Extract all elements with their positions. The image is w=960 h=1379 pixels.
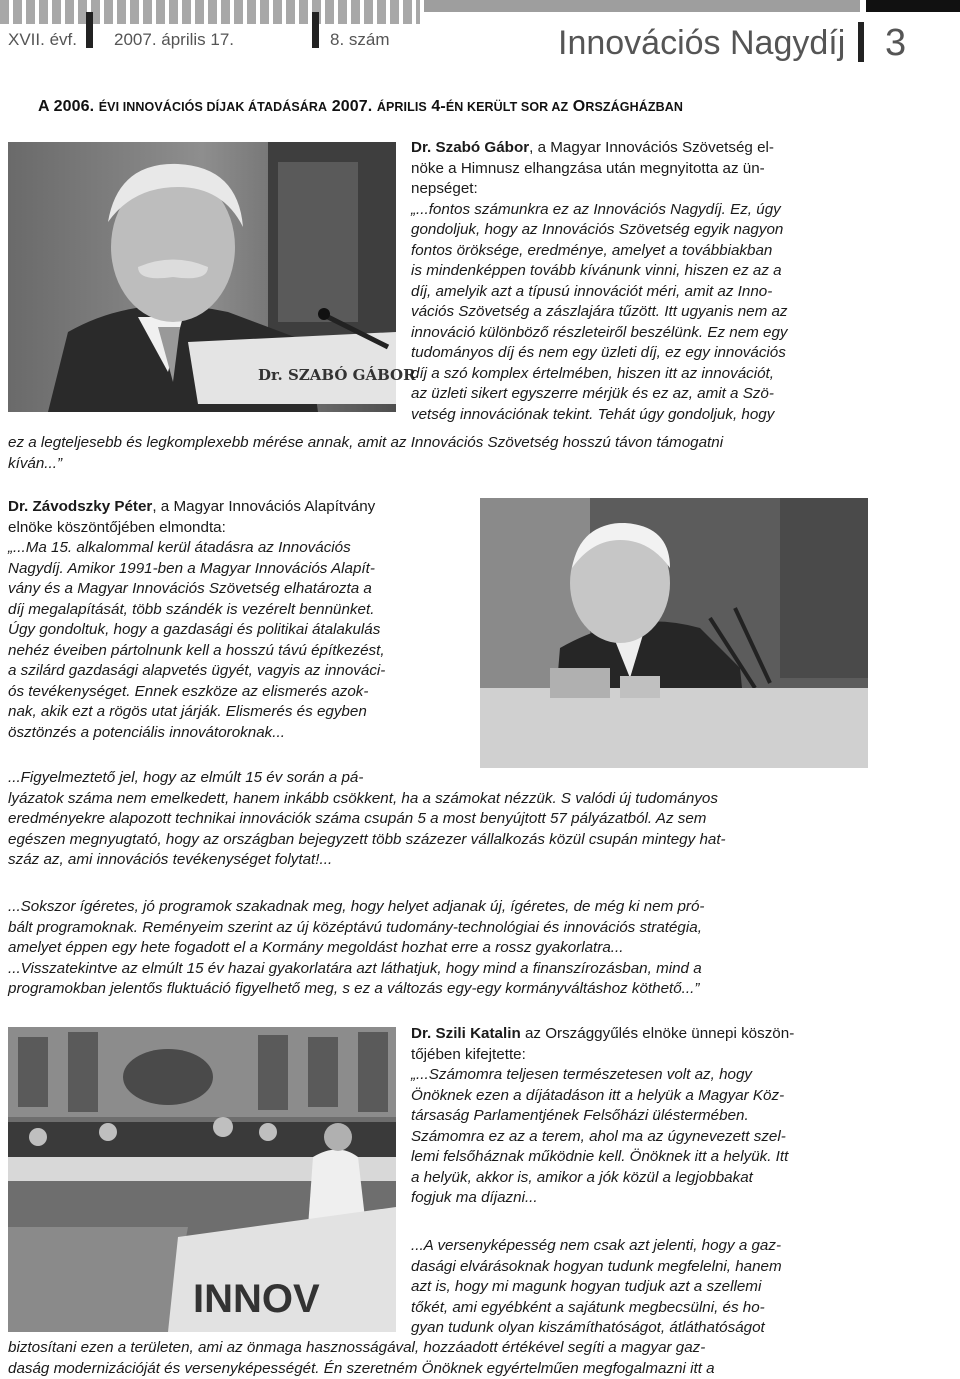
- header-divider: [858, 22, 864, 62]
- header-decoration-right: [424, 0, 860, 12]
- szabo-speech-column: Dr. Szabó Gábor, a Magyar Innovációs Szövetség el- nöke a Himnusz elhangzása után megnyitotta az ün- nepséget: „...fontos számunkra ez az Innovációs Nagydíj. Ez, úgy gondoljuk, hogy az Innovációs Szövetség egyik nagyon fontos öröksége, eredménye, amelyet a továbbiakban is mindenképpen tovább kívánunk vinni, hiszen ez az a díj, amelyik azt a típusú innovációt méri, amit az Inno- vációs Szövetség a zászlajára tűzött. Itt ugyanis nem az innováció különböző részleteiről beszélünk. Ez nem egy tudományos díj és nem egy üzleti díj, ez egy innovációs díj a szó komplex értelmében, hiszen itt az innovációt, az üzleti sikert egyszerre mérjük és ez az, amit a Szö- vetség innovációnak tekint. Tehát úgy gondoljuk, hogy: [411, 139, 788, 423]
- szabo-speech-continued: ez a legteljesebb és legkomplexebb mérése annak, amit az Innovációs Szövetség hosszú távon támogatni kíván...”: [8, 434, 724, 472]
- zavodszky-speech-column: Dr. Závodszky Péter, a Magyar Innovációs Alapítvány elnöke köszöntőjében elmondta: „...Ma 15. alkalommal kerül átadásra az Innovációs Nagydíj. Amikor 1991-ben a Magyar Innovációs Alapít- vány és a Magyar Innovációs Szövetség elhatározta a díj megalapítását, több szándék is vezérelt bennünket. Úgy gondoltuk, hogy a gazdasági és politikai átalakulás nehéz éveiben pártolnunk kell a hosszú távú építkezést, a szilárd gazdasági alapvetés ügyét, vagyis az innováci- ós tevékenységet. Ennek eszköze az elismerés azok- nak, akik ezt a rögös utat járják. Elismerés és egyben ösztönzés a potenciális innovátoroknak...: [8, 498, 386, 741]
- szili-speech-continued: biztosítani ezen a területen, ami az önmaga hasznosságával, hozzáadott értékével segíti a magyar gaz- daság modernizációját és versenyképességét. Én szeretném Önöknek egyértelműen megfogalmazni itt a: [8, 1339, 715, 1377]
- speaker-name: Dr. Szabó Gábor: [411, 139, 530, 156]
- header-divider: [312, 12, 319, 48]
- speaker-name: Dr. Závodszky Péter: [8, 498, 153, 515]
- zavodszky-speech-continued: ...Figyelmeztető jel, hogy az elmúlt 15 év során a pá- lyázatok száma nem emelkedett, hanem inkább csökkent, ha a számokat nézzük. S valódi új tudományos eredményekre alapozott technikai innovációk száma csupán 5 a most benyújtott 57 pályázatból. Az sem egészen megnyugtató, hogy az országban bejegyzett több százezer vállalkozás közül csupán mintegy hat- száz az, ami innovációs tevékenységet folytat!...: [8, 769, 726, 868]
- szili-speech-column: Dr. Szili Katalin az Országgyűlés elnöke ünnepi köszön- tőjében kifejtette: „...Számomra teljesen természetesen volt az, hogy Önöknek ezen a díjátadáson itt a helyük a Magyar Köz- társaság Parlamentjének Felsőházi üléstermében. Számomra ez az a terem, ahol ma az úgynevezett szel- lemi felsőháznak működnie kell. Önöknek itt a helyük. Itt a helyük, akkor is, amikor a jók közül a legjobbakat fogjuk ma díjazni...: [411, 1025, 795, 1206]
- issue-number: 8. szám: [330, 30, 390, 49]
- issue-date: 2007. április 17.: [114, 30, 235, 49]
- header-decoration-left: [0, 0, 420, 24]
- zavodszky-speech-end: ...Sokszor ígéretes, jó programok szakadnak meg, hogy helyet adjanak új, ígéretes, de még ki nem pró- bált programoknak. Reményeim szerint az új középtávú tudomány-technológiai és innovációs stratégia, amelyet éppen egy hete fogadott el a Kormány megoldást hozhat erre a rossz gyakorlatra... ...Visszatekintve az elmúlt 15 év hazai gyakorlatára azt láthatjuk, hogy mind a finanszírozásban, mind a programokban jelentős fluktuáció figyelhető meg, s ez a változás egy-egy kormányváltáshoz köthető...”: [8, 898, 705, 997]
- header-decoration-black: [866, 0, 960, 12]
- nameplate-text: Dr. SZABÓ GÁBOR: [258, 366, 416, 384]
- speaker-name: Dr. Szili Katalin: [411, 1025, 521, 1042]
- article-headline: A 2006. ÉVI INNOVÁCIÓS DÍJAK ÁTADÁSÁRA 2007. ÁPRILIS 4-ÉN KERÜLT SOR AZ ORSZÁGHÁZBAN: [38, 98, 683, 115]
- podium-text: INNOV: [193, 1277, 320, 1321]
- photo-szabo-gabor: [8, 142, 416, 412]
- section-title: Innovációs Nagydíj: [558, 24, 846, 62]
- header-divider: [86, 12, 93, 48]
- photo-szili-katalin-hall: [8, 1027, 396, 1332]
- photo-zavodszky-peter: [480, 498, 868, 768]
- szili-speech-para2: ...A versenyképesség nem csak azt jelenti, hogy a gaz- dasági elvárásoknak hogyan tudunk megfelelni, hanem azt is, hogy mi magunk hogyan tudjuk azt a szellemi tőkét, ami egyébként a sajátunk megbecsülni, és ho- gyan tudunk olyan kiszámíthatóságot, átláthatóságot: [411, 1237, 782, 1336]
- volume-label: XVII. évf.: [8, 30, 77, 49]
- page-number: 3: [885, 22, 907, 64]
